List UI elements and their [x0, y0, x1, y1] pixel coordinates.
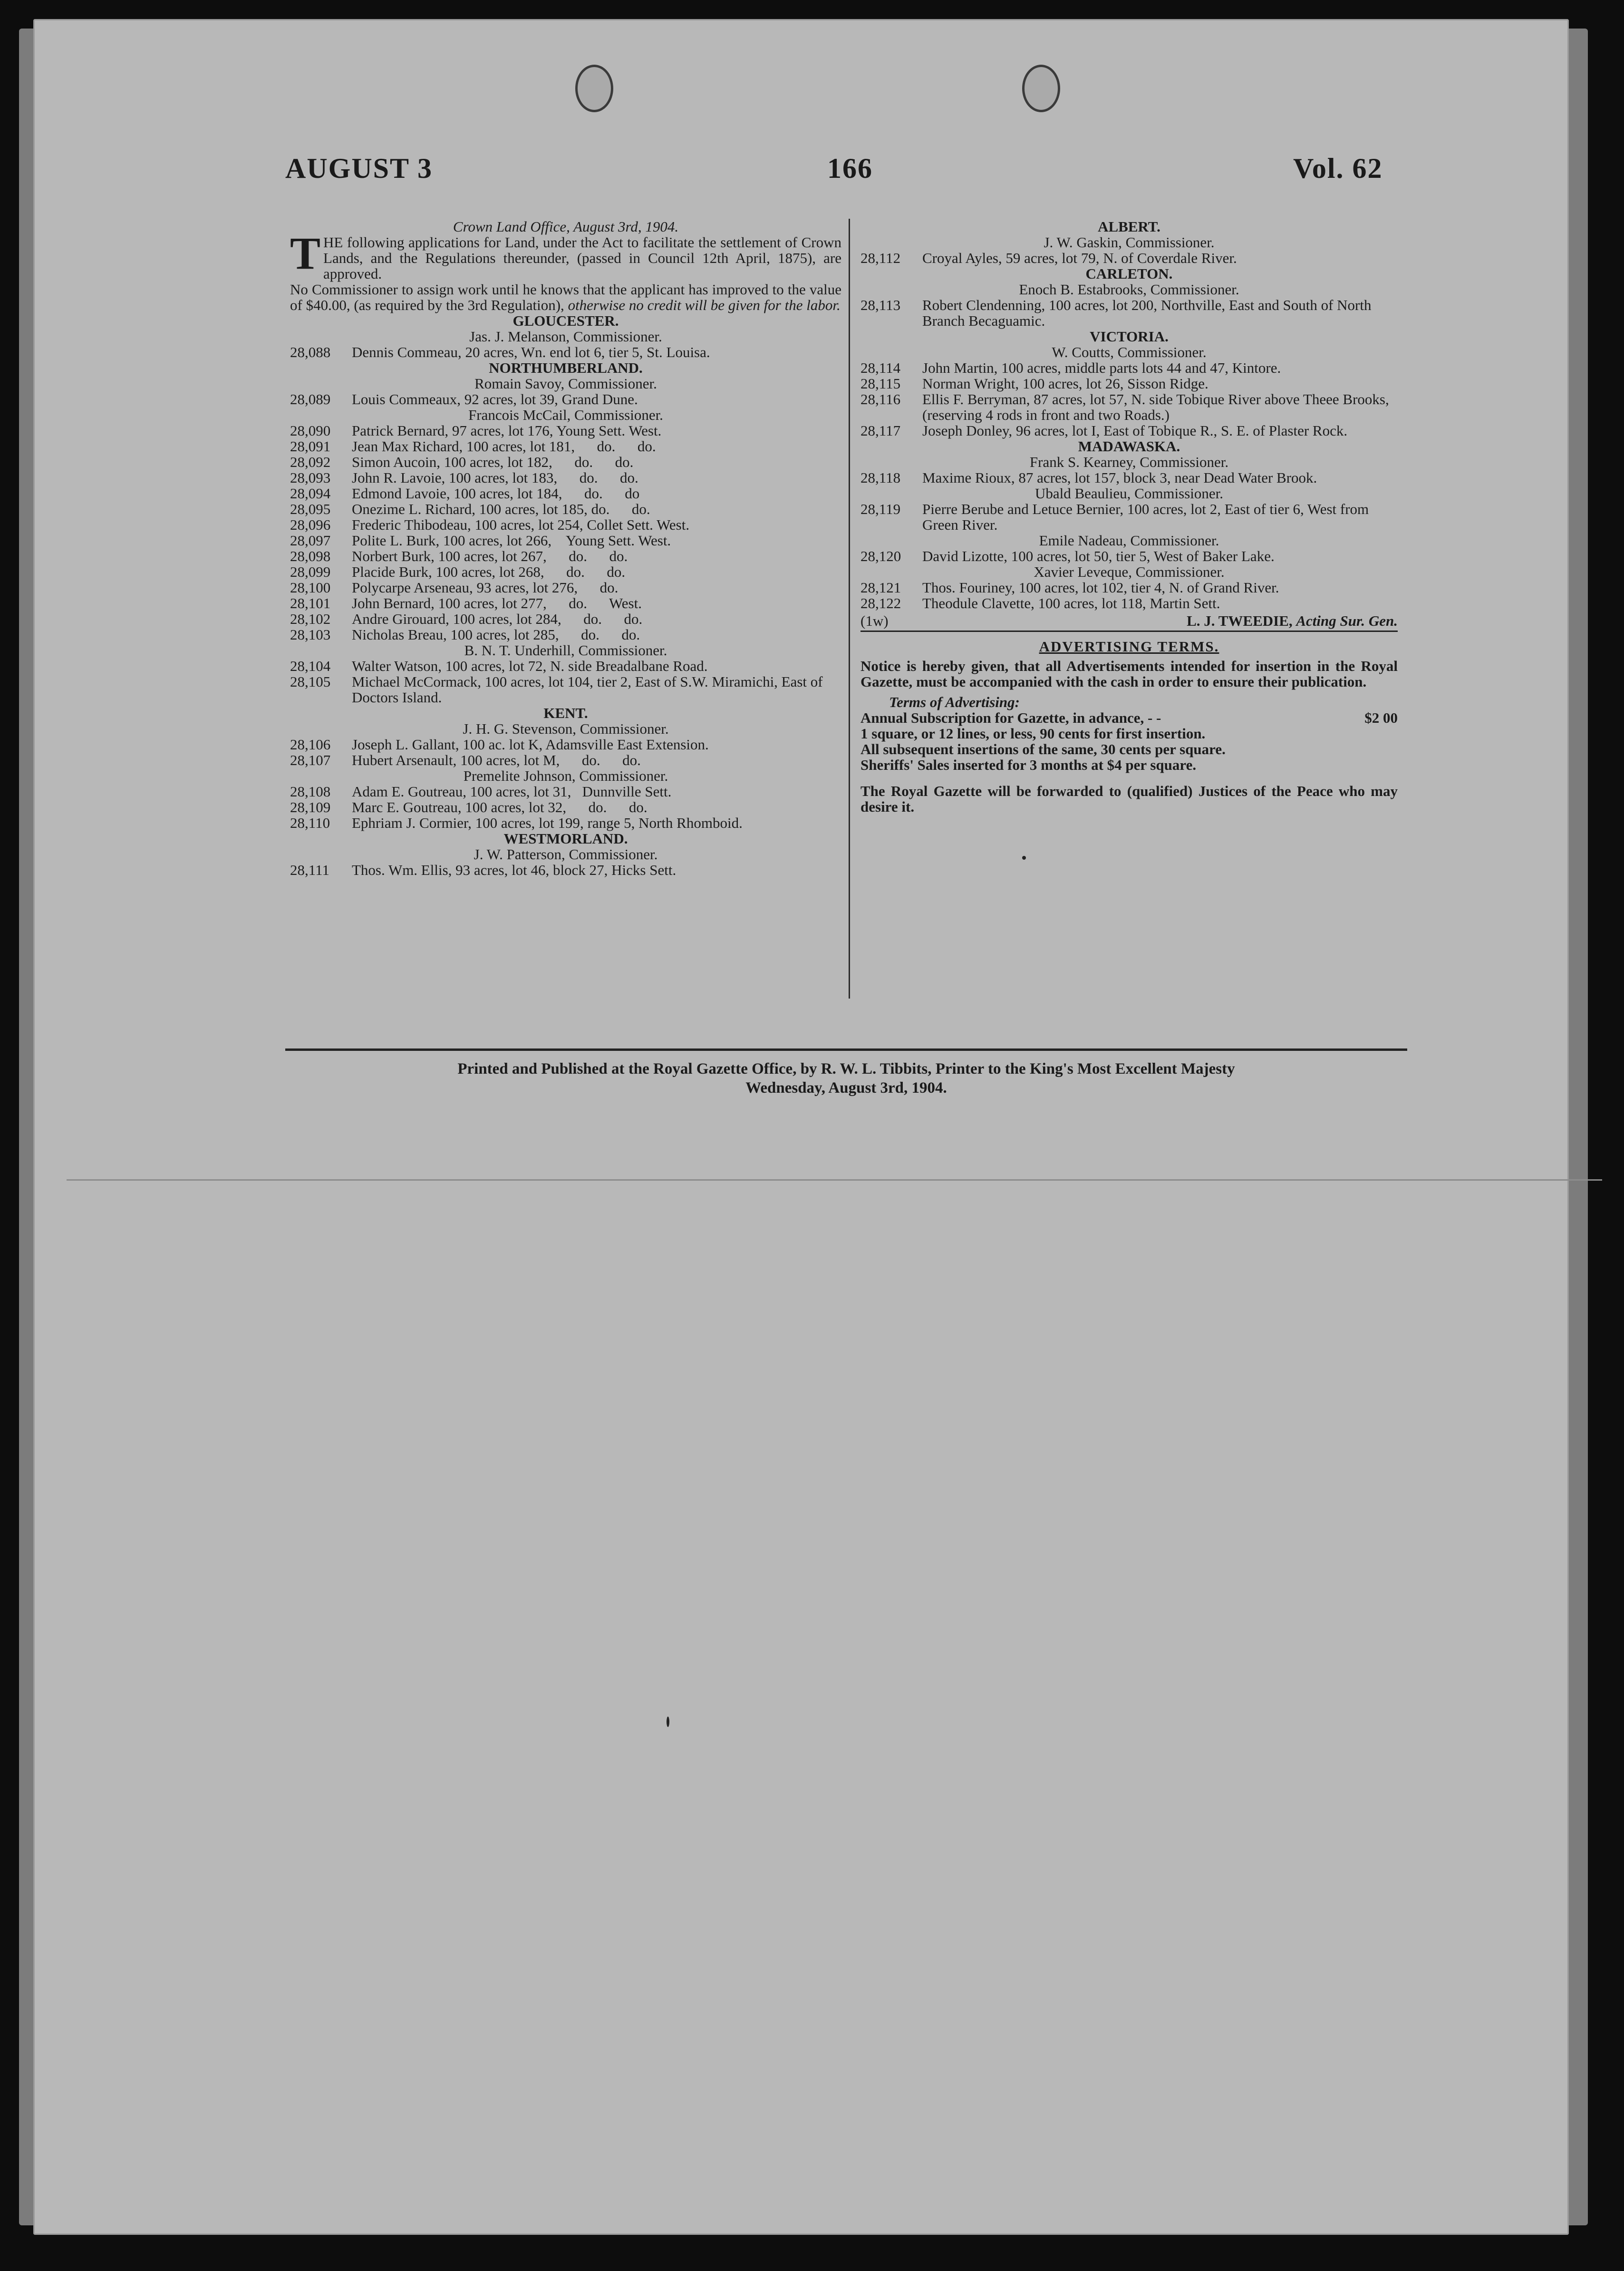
- commissioner-line: Xavier Leveque, Commissioner.: [1034, 563, 1225, 580]
- application-number: 28,115: [860, 375, 901, 392]
- application-details: Robert Clendenning, 100 acres, lot 200, Northville, East and South of North Branch Becaguamic.: [922, 297, 1375, 329]
- land-application-entry: [290, 799, 841, 815]
- application-details: Walter Watson, 100 acres, lot 72, N. side Breadalbane Road.: [352, 658, 708, 674]
- application-number: 28,106: [290, 736, 331, 753]
- footer-rule: [285, 1048, 1407, 1051]
- advertising-notice: Notice is hereby given, that all Advertisements intended for insertion in the Royal Gazette, must be accompanied with the cash in order to ensure their publication.: [860, 658, 1398, 690]
- application-details: John R. Lavoie, 100 acres, lot 183, do. do.: [352, 469, 638, 486]
- header-date: AUGUST 3: [285, 153, 433, 184]
- application-details: Joseph Donley, 96 acres, lot I, East of Tobique R., S. E. of Plaster Rock.: [922, 422, 1348, 439]
- application-details: John Bernard, 100 acres, lot 277, do. West.: [352, 595, 642, 611]
- commissioner-line: J. W. Patterson, Commissioner.: [474, 846, 658, 863]
- application-number: 28,117: [860, 422, 901, 439]
- intro-text: HE following applications for Land, under the Act to facilitate the settlement of Crown Lands, and the Regulations thereunder, (passed in Council 12th April, 1875), are approved.: [323, 234, 841, 282]
- land-application-entry: [290, 627, 841, 642]
- left-column: [290, 219, 841, 878]
- application-number: 28,108: [290, 783, 331, 800]
- land-application-entry: [860, 595, 1398, 611]
- application-details: David Lizotte, 100 acres, lot 50, tier 5, West of Baker Lake.: [922, 548, 1275, 564]
- application-number: 28,120: [860, 548, 901, 564]
- application-details: Dennis Commeau, 20 acres, Wn. end lot 6, tier 5, St. Louisa.: [352, 344, 710, 360]
- terms-line-2: All subsequent insertions of the same, 30 cents per square.: [860, 741, 1226, 757]
- land-application-entry: [290, 752, 841, 768]
- county-heading: GLOUCESTER.: [512, 312, 619, 329]
- subscription-label: Annual Subscription for Gazette, in advance, - -: [860, 709, 1161, 726]
- application-details: Ellis F. Berryman, 87 acres, lot 57, N. side Tobique River above Theee Brooks, (reserving 4 rods in front and two Roads.): [922, 391, 1393, 423]
- right-entry-list: [860, 219, 1398, 611]
- notice-text: No Commissioner to assign work until he knows that the applicant has improved to the value of $40.00, (as required by the 3rd Regulation),: [290, 281, 841, 313]
- land-application-entry: [860, 501, 1398, 533]
- land-application-entry: [860, 423, 1398, 438]
- application-number: 28,090: [290, 422, 331, 439]
- application-number: 28,104: [290, 658, 331, 674]
- application-number: 28,110: [290, 815, 330, 831]
- commissioner-line: J. W. Gaskin, Commissioner.: [1044, 234, 1215, 251]
- application-number: 28,091: [290, 438, 331, 455]
- drop-cap: T: [290, 228, 321, 279]
- land-application-entry: [290, 470, 841, 485]
- application-details: Simon Aucoin, 100 acres, lot 182, do. do.: [352, 454, 634, 470]
- page-number: 166: [827, 153, 873, 184]
- application-number: 28,096: [290, 516, 331, 533]
- county-heading: VICTORIA.: [1090, 328, 1169, 345]
- gazette-forwarding-note: The Royal Gazette will be forwarded to (qualified) Justices of the Peace who may desire it.: [860, 783, 1398, 815]
- land-application-entry: [290, 533, 841, 548]
- land-application-entry: [860, 250, 1398, 266]
- land-application-entry: [860, 297, 1398, 329]
- land-application-entry: [860, 391, 1398, 423]
- intro-paragraph: [290, 228, 841, 282]
- land-application-entry: [290, 548, 841, 564]
- application-number: 28,109: [290, 799, 331, 815]
- binder-hole-icon: [575, 65, 613, 112]
- application-details: Frederic Thibodeau, 100 acres, lot 254, Collet Sett. West.: [352, 516, 690, 533]
- imprint-date: Wednesday, August 3rd, 1904.: [745, 1079, 947, 1097]
- ink-speck: [667, 1717, 669, 1727]
- application-number: 28,097: [290, 532, 331, 549]
- commissioner-line: J. H. G. Stevenson, Commissioner.: [463, 720, 669, 737]
- terms-line-3: Sheriffs' Sales inserted for 3 months at $4 per square.: [860, 757, 1197, 773]
- application-details: Louis Commeaux, 92 acres, lot 39, Grand Dune.: [352, 391, 638, 408]
- application-details: Patrick Bernard, 97 acres, lot 176, Young Sett. West.: [352, 422, 662, 439]
- land-application-entry: [860, 580, 1398, 595]
- county-heading: ALBERT.: [1098, 218, 1160, 235]
- application-number: 28,116: [860, 391, 901, 408]
- application-details: Theodule Clavette, 100 acres, lot 118, Martin Sett.: [922, 595, 1220, 611]
- page-fold-line: [67, 1179, 1602, 1181]
- application-number: 28,088: [290, 344, 331, 360]
- land-application-entry: [290, 611, 841, 627]
- commissioner-line: B. N. T. Underhill, Commissioner.: [464, 642, 667, 659]
- commissioner-line: Ubald Beaulieu, Commissioner.: [1034, 485, 1224, 502]
- application-number: 28,089: [290, 391, 331, 408]
- commissioner-line: Jas. J. Melanson, Commissioner.: [469, 328, 662, 345]
- application-details: Edmond Lavoie, 100 acres, lot 184, do. do: [352, 485, 640, 502]
- commissioner-line: W. Coutts, Commissioner.: [1052, 344, 1207, 360]
- signature-code: (1w): [860, 612, 889, 629]
- application-details: Croyal Ayles, 59 acres, lot 79, N. of Coverdale River.: [922, 250, 1237, 266]
- signature-name: L. J. TWEEDIE,: [1187, 612, 1293, 629]
- application-details: Polite L. Burk, 100 acres, lot 266, Young Sett. West.: [352, 532, 671, 549]
- column-divider: [849, 219, 850, 999]
- office-dateline: Crown Land Office, August 3rd, 1904.: [453, 218, 679, 235]
- binder-hole-icon: [1022, 65, 1060, 112]
- commissioner-line: Premelite Johnson, Commissioner.: [463, 767, 668, 784]
- land-application-entry: [860, 470, 1398, 485]
- application-number: 28,105: [290, 673, 331, 690]
- commissioner-line: Enoch B. Estabrooks, Commissioner.: [1019, 281, 1239, 298]
- application-number: 28,101: [290, 595, 331, 611]
- land-application-entry: [860, 548, 1398, 564]
- application-details: Marc E. Goutreau, 100 acres, lot 32, do. do.: [352, 799, 648, 815]
- volume-number: Vol. 62: [1293, 153, 1383, 184]
- land-application-entry: [290, 674, 841, 705]
- land-application-entry: [290, 658, 841, 674]
- application-number: 28,102: [290, 611, 331, 627]
- signature-line: [860, 613, 1398, 632]
- ink-speck: [1022, 856, 1026, 860]
- application-details: Polycarpe Arseneau, 93 acres, lot 276, do.: [352, 579, 619, 596]
- terms-line-1: 1 square, or 12 lines, or less, 90 cents for first insertion.: [860, 725, 1206, 742]
- notice-italic: otherwise no credit will be given for the labor.: [568, 297, 841, 313]
- application-number: 28,114: [860, 359, 901, 376]
- application-details: Onezime L. Richard, 100 acres, lot 185, do. do.: [352, 501, 650, 517]
- signature-block: [1187, 613, 1398, 629]
- land-application-entry: [290, 344, 841, 360]
- land-application-entry: [290, 595, 841, 611]
- application-number: 28,100: [290, 579, 331, 596]
- application-number: 28,094: [290, 485, 331, 502]
- application-number: 28,103: [290, 626, 331, 643]
- application-number: 28,092: [290, 454, 331, 470]
- application-details: John Martin, 100 acres, middle parts lots 44 and 47, Kintore.: [922, 359, 1281, 376]
- application-details: Hubert Arsenault, 100 acres, lot M, do. do.: [352, 752, 641, 768]
- signature-title: Acting Sur. Gen.: [1296, 612, 1398, 629]
- imprint-line: Printed and Published at the Royal Gazette Office, by R. W. L. Tibbits, Printer to the King's Most Excellent Majesty: [457, 1060, 1235, 1077]
- application-number: 28,118: [860, 469, 901, 486]
- application-number: 28,122: [860, 595, 901, 611]
- application-details: Ephriam J. Cormier, 100 acres, lot 199, range 5, North Rhomboid.: [352, 815, 743, 831]
- application-number: 28,098: [290, 548, 331, 564]
- application-details: Thos. Fouriney, 100 acres, lot 102, tier 4, N. of Grand River.: [922, 579, 1279, 596]
- application-number: 28,119: [860, 501, 901, 517]
- application-details: Norbert Burk, 100 acres, lot 267, do. do.: [352, 548, 628, 564]
- land-application-entry: [290, 815, 841, 831]
- commissioner-line: Francois McCail, Commissioner.: [468, 407, 663, 423]
- commissioner-notice: [290, 281, 841, 313]
- land-application-entry: [290, 485, 841, 501]
- application-details: Maxime Rioux, 87 acres, lot 157, block 3, near Dead Water Brook.: [922, 469, 1317, 486]
- land-application-entry: [860, 360, 1398, 376]
- application-details: Pierre Berube and Letuce Bernier, 100 acres, lot 2, East of tier 6, West from Green River.: [922, 501, 1373, 533]
- advertising-title: ADVERTISING TERMS.: [1039, 638, 1219, 655]
- application-number: 28,099: [290, 563, 331, 580]
- application-number: 28,111: [290, 862, 329, 878]
- land-application-entry: [290, 423, 841, 438]
- subscription-price: $2 00: [1364, 709, 1398, 726]
- application-number: 28,113: [860, 297, 901, 313]
- application-number: 28,107: [290, 752, 331, 768]
- land-application-entry: [290, 517, 841, 533]
- application-details: Placide Burk, 100 acres, lot 268, do. do.: [352, 563, 626, 580]
- application-details: Jean Max Richard, 100 acres, lot 181, do. do.: [352, 438, 656, 455]
- county-heading: KENT.: [543, 705, 588, 721]
- application-details: Michael McCormack, 100 acres, lot 104, tier 2, East of S.W. Miramichi, East of Doctors Island.: [352, 673, 827, 706]
- commissioner-line: Emile Nadeau, Commissioner.: [1039, 532, 1219, 549]
- county-heading: CARLETON.: [1085, 265, 1173, 282]
- land-application-entry: [290, 438, 841, 454]
- right-column: [860, 219, 1398, 815]
- county-heading: NORTHUMBERLAND.: [489, 359, 643, 376]
- imprint-footer: [285, 1059, 1407, 1097]
- county-heading: WESTMORLAND.: [503, 830, 628, 847]
- subscription-row: [860, 710, 1398, 726]
- land-application-entry: [290, 564, 841, 580]
- commissioner-line: Frank S. Kearney, Commissioner.: [1029, 454, 1229, 470]
- application-details: Norman Wright, 100 acres, lot 26, Sisson Ridge.: [922, 375, 1208, 392]
- application-number: 28,093: [290, 469, 331, 486]
- application-details: Andre Girouard, 100 acres, lot 284, do. do.: [352, 611, 643, 627]
- left-entry-list: [290, 313, 841, 878]
- land-application-entry: [290, 737, 841, 752]
- application-details: Adam E. Goutreau, 100 acres, lot 31, Dunnville Sett.: [352, 783, 672, 800]
- land-application-entry: [290, 454, 841, 470]
- land-application-entry: [290, 862, 841, 878]
- land-application-entry: [860, 376, 1398, 391]
- application-number: 28,095: [290, 501, 331, 517]
- application-details: Joseph L. Gallant, 100 ac. lot K, Adamsville East Extension.: [352, 736, 709, 753]
- application-details: Nicholas Breau, 100 acres, lot 285, do. do.: [352, 626, 640, 643]
- land-application-entry: [290, 501, 841, 517]
- land-application-entry: [290, 784, 841, 799]
- land-application-entry: [290, 580, 841, 595]
- application-details: Thos. Wm. Ellis, 93 acres, lot 46, block 27, Hicks Sett.: [352, 862, 677, 878]
- county-heading: MADAWASKA.: [1078, 438, 1180, 455]
- application-number: 28,112: [860, 250, 901, 266]
- application-number: 28,121: [860, 579, 901, 596]
- land-application-entry: [290, 391, 841, 407]
- terms-heading: Terms of Advertising:: [889, 694, 1020, 710]
- commissioner-line: Romain Savoy, Commissioner.: [474, 375, 657, 392]
